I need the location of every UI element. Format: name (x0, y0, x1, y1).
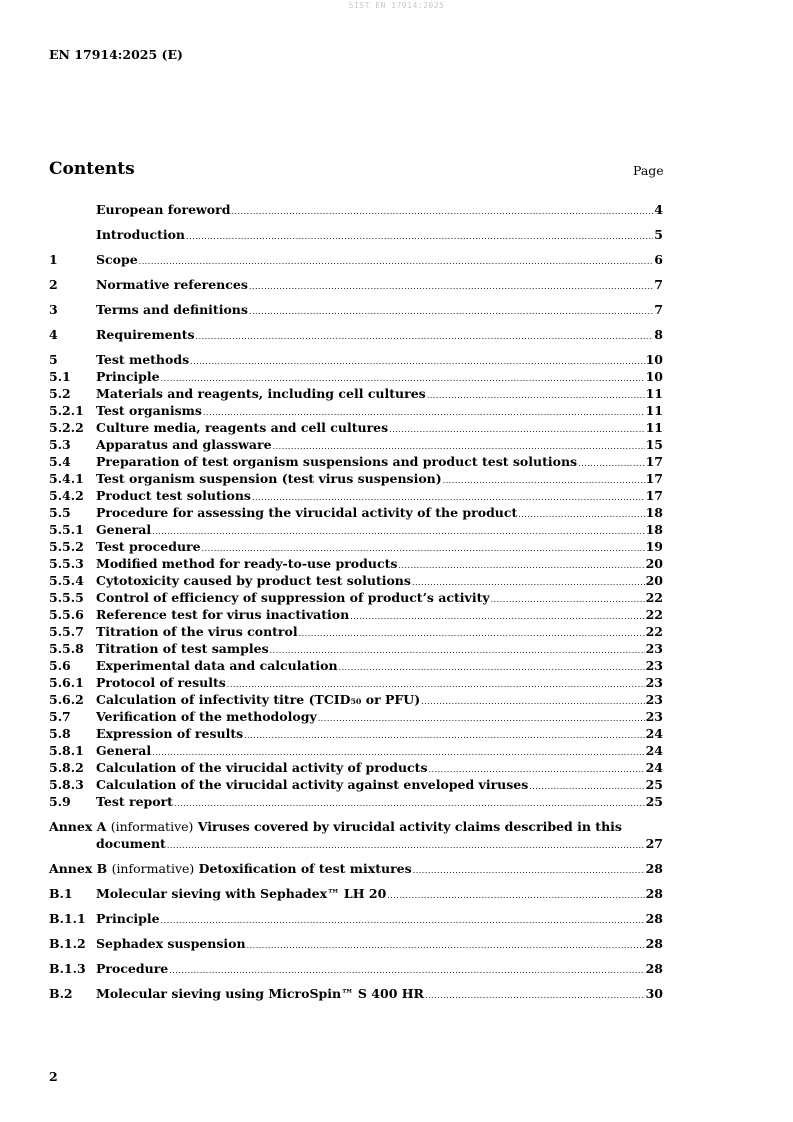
toc-number: 5.5.3 (49, 556, 84, 571)
toc-number: 1 (49, 252, 58, 267)
toc-page: 25 (645, 794, 663, 809)
toc-title: Requirements (96, 327, 195, 342)
toc-entry-5-6-2[interactable] (49, 692, 663, 710)
toc-number: 5.5.1 (49, 522, 84, 537)
toc-page: 28 (645, 961, 663, 976)
toc-entry-5-5-5[interactable] (49, 590, 663, 608)
toc-leader (161, 913, 645, 929)
toc-title: Calculation of the virucidal activity of products (96, 760, 428, 775)
toc-number: 5 (49, 352, 58, 367)
toc-page: 19 (645, 539, 663, 554)
toc-number: 5.5 (49, 505, 71, 520)
toc-page: 18 (645, 505, 663, 520)
toc-page: 7 (654, 277, 663, 292)
toc-leader (227, 677, 645, 693)
toc-leader (202, 541, 645, 557)
toc-leader (412, 575, 645, 591)
toc-page: 5 (654, 227, 663, 242)
toc-page: 24 (645, 760, 663, 775)
toc-title: Test report (96, 794, 173, 809)
contents-heading: Contents (49, 159, 135, 179)
toc-title: Preparation of test organism suspensions and product test solutions (96, 454, 578, 469)
toc-leader (578, 456, 645, 472)
toc-title: Test procedure (96, 539, 201, 554)
toc-entry-5-5-4[interactable] (49, 573, 663, 591)
toc-title: Sephadex suspension (96, 936, 246, 951)
toc-page: 10 (645, 352, 663, 367)
toc-entry-annex-a-cont[interactable] (96, 836, 663, 854)
toc-leader (252, 490, 645, 506)
toc-page: 23 (645, 675, 663, 690)
toc-title: European foreword (96, 202, 231, 217)
toc-page: 10 (645, 369, 663, 384)
toc-page: 7 (654, 302, 663, 317)
toc-title: Procedure for assessing the virucidal activity of the product (96, 505, 518, 520)
toc-title: Molecular sieving using MicroSpin™ S 400 HR (96, 986, 424, 1001)
toc-page: 24 (645, 726, 663, 741)
toc-leader (152, 524, 644, 540)
toc-entry-5-8-2[interactable] (49, 760, 663, 778)
toc-title: Expression of results (96, 726, 244, 741)
toc-entry-4[interactable] (49, 327, 663, 345)
toc-number: B.1.2 (49, 936, 86, 951)
toc-entry-5-5-6[interactable] (49, 607, 663, 625)
toc-number: 4 (49, 327, 58, 342)
toc-number: 5.5.5 (49, 590, 84, 605)
toc-leader (169, 963, 644, 979)
toc-title: Calculation of the virucidal activity against enveloped viruses (96, 777, 529, 792)
toc-title: General (96, 522, 152, 537)
toc-number: 5.1 (49, 369, 71, 384)
toc-leader (491, 592, 645, 608)
toc-page: 23 (645, 658, 663, 673)
toc-page: 23 (645, 692, 663, 707)
annex-a-title: Viruses covered by virucidal activity claims described in this (197, 819, 622, 834)
toc-entry-5-4[interactable] (49, 454, 663, 472)
toc-number: 5.6 (49, 658, 71, 673)
annex-a-title-cont: document (96, 836, 166, 851)
toc-entry-b-1-1[interactable] (49, 911, 663, 929)
toc-title: Test organisms (96, 403, 202, 418)
toc-title: Calculation of infectivity titre (TCID₅₀ or PFU) (96, 692, 421, 707)
toc-number: 5.4.2 (49, 488, 84, 503)
toc-page: 22 (645, 624, 663, 639)
toc-entry-5-7[interactable] (49, 709, 663, 727)
toc-entry-5-5-3[interactable] (49, 556, 663, 574)
toc-title: Reference test for virus inactivation (96, 607, 350, 622)
toc-entry-5-8[interactable] (49, 726, 663, 744)
toc-number: 5.7 (49, 709, 71, 724)
toc-leader (203, 405, 645, 421)
toc-number: B.1 (49, 886, 73, 901)
toc-entry-5-5[interactable] (49, 505, 663, 523)
toc-title: Cytotoxicity caused by product test solutions (96, 573, 411, 588)
toc-number: 5.2.2 (49, 420, 84, 435)
toc-leader (139, 254, 654, 270)
toc-title: Principle (96, 369, 160, 384)
annex-a-type: (informative) (110, 819, 194, 834)
toc-title: Test methods (96, 352, 190, 367)
toc-page: 28 (645, 861, 663, 876)
toc-title: Materials and reagents, including cell cultures (96, 386, 426, 401)
toc-leader (425, 988, 645, 1004)
toc-number: 5.8.1 (49, 743, 84, 758)
toc-entry-5-5-2[interactable] (49, 539, 663, 557)
annex-a-heading (49, 819, 622, 835)
toc-leader (413, 863, 645, 879)
annex-a-label: Annex A (49, 819, 107, 834)
toc-page: 20 (645, 573, 663, 588)
toc-title: Product test solutions (96, 488, 251, 503)
toc-leader (190, 354, 644, 370)
toc-entry-5-4-2[interactable] (49, 488, 663, 506)
toc-leader (428, 762, 644, 778)
toc-title: Control of efficiency of suppression of product’s activity (96, 590, 490, 605)
toc-entry-5-6[interactable] (49, 658, 663, 676)
toc-leader (244, 728, 644, 744)
toc-page: 17 (645, 488, 663, 503)
toc-entry-5-6-1[interactable] (49, 675, 663, 693)
annex-b-title: Detoxification of test mixtures (198, 861, 412, 876)
toc-page: 28 (645, 911, 663, 926)
toc-leader (270, 643, 645, 659)
toc-number: 5.5.8 (49, 641, 84, 656)
toc-entry-5[interactable] (49, 352, 663, 370)
toc-entry-b-1-2[interactable] (49, 936, 663, 954)
toc-leader (339, 660, 645, 676)
toc-leader (196, 329, 654, 345)
toc-number: 5.8 (49, 726, 71, 741)
toc-number: B.1.1 (49, 911, 86, 926)
toc-page: 20 (645, 556, 663, 571)
toc-leader (186, 229, 653, 245)
toc-page: 11 (645, 403, 663, 418)
toc-entry-annex-a[interactable] (49, 819, 663, 835)
toc-page: 23 (645, 641, 663, 656)
toc-leader (389, 422, 644, 438)
toc-number: 5.2.1 (49, 403, 84, 418)
toc-title: Titration of the virus control (96, 624, 298, 639)
toc-entry-b-1-3[interactable] (49, 961, 663, 979)
toc-title: Molecular sieving with Sephadex™ LH 20 (96, 886, 387, 901)
toc-leader (152, 745, 644, 761)
toc-title: Procedure (96, 961, 169, 976)
toc-number: 5.5.7 (49, 624, 84, 639)
toc-entry-5-5-1[interactable] (49, 522, 663, 540)
toc-page: 28 (645, 886, 663, 901)
toc-page: 6 (654, 252, 663, 267)
toc-leader (387, 888, 644, 904)
toc-page: 28 (645, 936, 663, 951)
toc-title: Principle (96, 911, 160, 926)
toc-title: Protocol of results (96, 675, 226, 690)
toc-page: 25 (645, 777, 663, 792)
toc-page: 11 (645, 386, 663, 401)
toc-page: 18 (645, 522, 663, 537)
toc-leader (299, 626, 645, 642)
toc-page: 17 (645, 454, 663, 469)
toc-number: 2 (49, 277, 58, 292)
toc-page: 15 (645, 437, 663, 452)
annex-b-type: (informative) (111, 861, 195, 876)
toc-leader (529, 779, 644, 795)
toc-number: 5.6.1 (49, 675, 84, 690)
toc-entry-1[interactable] (49, 252, 663, 270)
toc-title: Introduction (96, 227, 186, 242)
toc-title: Test organism suspension (test virus suspension) (96, 471, 442, 486)
toc-entry-5-2-2[interactable] (49, 420, 663, 438)
toc-page: 11 (645, 420, 663, 435)
toc-leader (247, 938, 645, 954)
toc-number: 5.9 (49, 794, 71, 809)
toc-number: 3 (49, 302, 58, 317)
toc-leader (249, 279, 653, 295)
page-number: 2 (49, 1069, 58, 1084)
toc-number: B.2 (49, 986, 73, 1001)
toc-page: 22 (645, 607, 663, 622)
toc-leader (443, 473, 645, 489)
toc-entry-annex-b[interactable] (49, 861, 663, 879)
toc-entry-5-5-7[interactable] (49, 624, 663, 642)
toc-entry-2[interactable] (49, 277, 663, 295)
toc-leader (174, 796, 645, 812)
toc-leader (249, 304, 653, 320)
toc-entry-5-2-1[interactable] (49, 403, 663, 421)
toc-entry-5-2[interactable] (49, 386, 663, 404)
toc-page: 27 (645, 836, 663, 851)
document-id: EN 17914:2025 (E) (49, 47, 183, 62)
toc-entry-5-3[interactable] (49, 437, 663, 455)
toc-entry-5-8-3[interactable] (49, 777, 663, 795)
annex-b-label: Annex B (49, 861, 108, 876)
toc-leader (421, 694, 644, 710)
toc-leader (398, 558, 644, 574)
annex-b-heading (49, 861, 412, 877)
toc-page: 17 (645, 471, 663, 486)
toc-number: 5.8.3 (49, 777, 84, 792)
toc-title: Titration of test samples (96, 641, 269, 656)
toc-title: Modified method for ready-to-use products (96, 556, 398, 571)
toc-leader (427, 388, 645, 404)
toc-title: Apparatus and glassware (96, 437, 272, 452)
toc-number: 5.5.2 (49, 539, 84, 554)
toc-entry-5-5-8[interactable] (49, 641, 663, 659)
toc-number: 5.2 (49, 386, 71, 401)
toc-title: Experimental data and calculation (96, 658, 338, 673)
toc-number: 5.3 (49, 437, 71, 452)
toc-page: 23 (645, 709, 663, 724)
toc-entry-5-1[interactable] (49, 369, 663, 387)
toc-number: 5.5.4 (49, 573, 84, 588)
toc-entry-foreword[interactable] (49, 202, 663, 220)
toc-title: General (96, 743, 152, 758)
page-column-label: Page (633, 163, 664, 178)
toc-title: Verification of the methodology (96, 709, 317, 724)
toc-number: 5.8.2 (49, 760, 84, 775)
watermark: SIST EN 17914:2025 (348, 1, 445, 10)
toc-leader (350, 609, 644, 625)
toc-leader (231, 204, 653, 220)
toc-leader (273, 439, 645, 455)
toc-entry-introduction[interactable] (49, 227, 663, 245)
toc-title: Normative references (96, 277, 248, 292)
toc-page: 4 (654, 202, 663, 217)
toc-leader (518, 507, 644, 523)
toc-page: 22 (645, 590, 663, 605)
toc-entry-3[interactable] (49, 302, 663, 320)
toc-leader (318, 711, 645, 727)
toc-number: 5.4.1 (49, 471, 84, 486)
toc-leader (167, 838, 645, 854)
toc-page: 30 (645, 986, 663, 1001)
toc-title: Terms and definitions (96, 302, 248, 317)
toc-entry-5-4-1[interactable] (49, 471, 663, 489)
toc-entry-b-1[interactable] (49, 886, 663, 904)
toc-leader (161, 371, 645, 387)
toc-entry-5-8-1[interactable] (49, 743, 663, 761)
toc-number: 5.4 (49, 454, 71, 469)
toc-number: 5.5.6 (49, 607, 84, 622)
toc-number: B.1.3 (49, 961, 86, 976)
toc-page: 8 (654, 327, 663, 342)
toc-page: 24 (645, 743, 663, 758)
toc-entry-5-9[interactable] (49, 794, 663, 812)
toc-title: Culture media, reagents and cell cultures (96, 420, 389, 435)
toc-entry-b-2[interactable] (49, 986, 663, 1004)
toc-title: Scope (96, 252, 138, 267)
toc-number: 5.6.2 (49, 692, 84, 707)
